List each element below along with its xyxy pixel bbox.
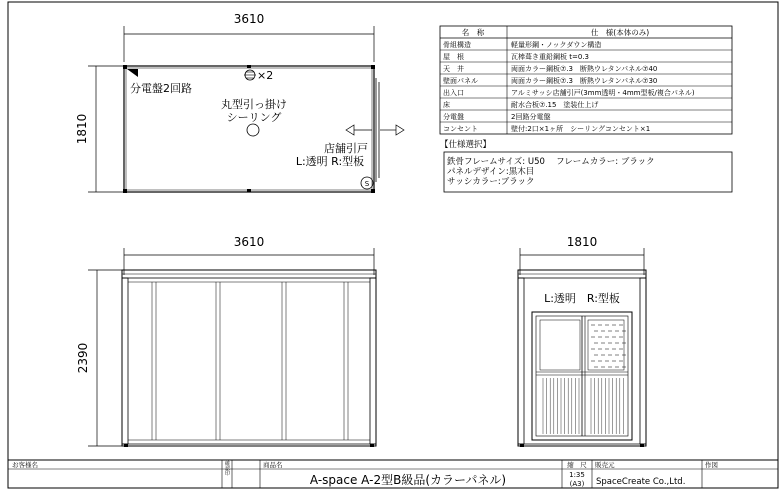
options-line-3: サッシカラー:ブラック xyxy=(447,177,535,187)
panel-board-icon xyxy=(127,69,138,77)
paper-size: (A3) xyxy=(569,480,585,488)
options-title: 【仕様選択】 xyxy=(440,140,492,150)
ceiling-socket-icon xyxy=(247,124,259,136)
spec-table xyxy=(440,26,732,134)
product-label: 商品名 xyxy=(263,461,283,469)
plan-depth-dim: 1810 xyxy=(75,113,89,145)
front-elevation xyxy=(76,235,376,447)
spec-row-value: 両面カラー鋼板⑦.3 断熱ウレタンパネル⑦40 xyxy=(511,65,658,73)
spec-header-spec: 仕 様(本体のみ) xyxy=(590,28,650,37)
seller-name: SpaceCreate Co.,Ltd. xyxy=(596,477,686,487)
spec-row-name: 壁面パネル xyxy=(443,77,478,85)
ceiling-label-2: シーリング xyxy=(226,111,282,124)
door-label-2: L:透明 R:型板 xyxy=(295,155,365,168)
spec-row-name: 床 xyxy=(443,101,450,109)
front-width-dim: 3610 xyxy=(233,235,265,249)
title-block xyxy=(8,460,778,488)
spec-row-name: 骨組構造 xyxy=(443,41,471,49)
scale-label: 縮 尺 xyxy=(567,461,587,469)
door-label-1: 店舗引戸 xyxy=(324,142,368,155)
client-label: お客様名 xyxy=(12,461,38,469)
spec-row-name: 屋 根 xyxy=(443,53,464,61)
options-line-1: 鉄骨フレームサイズ: U50 フレームカラー: ブラック xyxy=(447,157,655,167)
seller-label: 販売元 xyxy=(595,461,615,469)
scale-value: 1:35 xyxy=(569,471,585,479)
door-arrow-left-icon xyxy=(346,125,354,135)
spec-row-value: 軽量形鋼・ノックダウン構造 xyxy=(511,41,602,49)
spec-row-name: 出入口 xyxy=(443,89,464,97)
panel-label: 分電盤2回路 xyxy=(130,82,192,95)
side-width-dim: 1810 xyxy=(566,235,598,249)
ceiling-label-1: 丸型引っ掛け xyxy=(221,98,287,111)
confirm-label: 確認印 xyxy=(224,460,230,476)
spec-row-name: コンセント xyxy=(443,125,478,133)
side-elevation xyxy=(518,235,646,447)
clear-glass-pane xyxy=(540,320,580,370)
spec-header-name: 名 称 xyxy=(461,28,485,37)
spec-row-name: 分電盤 xyxy=(443,113,464,121)
spec-row-name: 天 井 xyxy=(443,65,464,73)
spec-row-value: アルミサッシ店舗引戸(3mm透明・4mm型板/複合パネル) xyxy=(511,89,695,97)
light-fixture-icon xyxy=(244,70,256,80)
plan-view xyxy=(75,12,404,193)
light-count: ×2 xyxy=(257,69,274,82)
spec-row-value: 瓦棒葺き重鉛鋼板 t=0.3 xyxy=(511,53,589,61)
door-arrow-right-icon xyxy=(396,125,404,135)
outlet-mark: S xyxy=(364,180,370,188)
options-box xyxy=(440,139,732,192)
spec-row-value: 両面カラー鋼板⑦.3 断熱ウレタンパネル⑦30 xyxy=(511,77,658,85)
side-door-label: L:透明 R:型板 xyxy=(544,292,620,305)
spec-row-value: 2回路分電盤 xyxy=(511,113,551,121)
spec-row-value: 耐水合板⑦.15 塗装仕上げ xyxy=(511,101,599,109)
front-height-dim: 2390 xyxy=(76,342,90,374)
author-label: 作図 xyxy=(705,461,718,469)
patterned-glass-pane xyxy=(588,320,624,370)
spec-row-value: 壁付:2口×1ヶ所 シーリングコンセント×1 xyxy=(511,125,651,133)
product-name: A-space A-2型B級品(カラーパネル) xyxy=(309,473,507,487)
plan-width-dim: 3610 xyxy=(233,12,265,26)
options-line-2: パネルデザイン:黒木目 xyxy=(447,167,535,177)
